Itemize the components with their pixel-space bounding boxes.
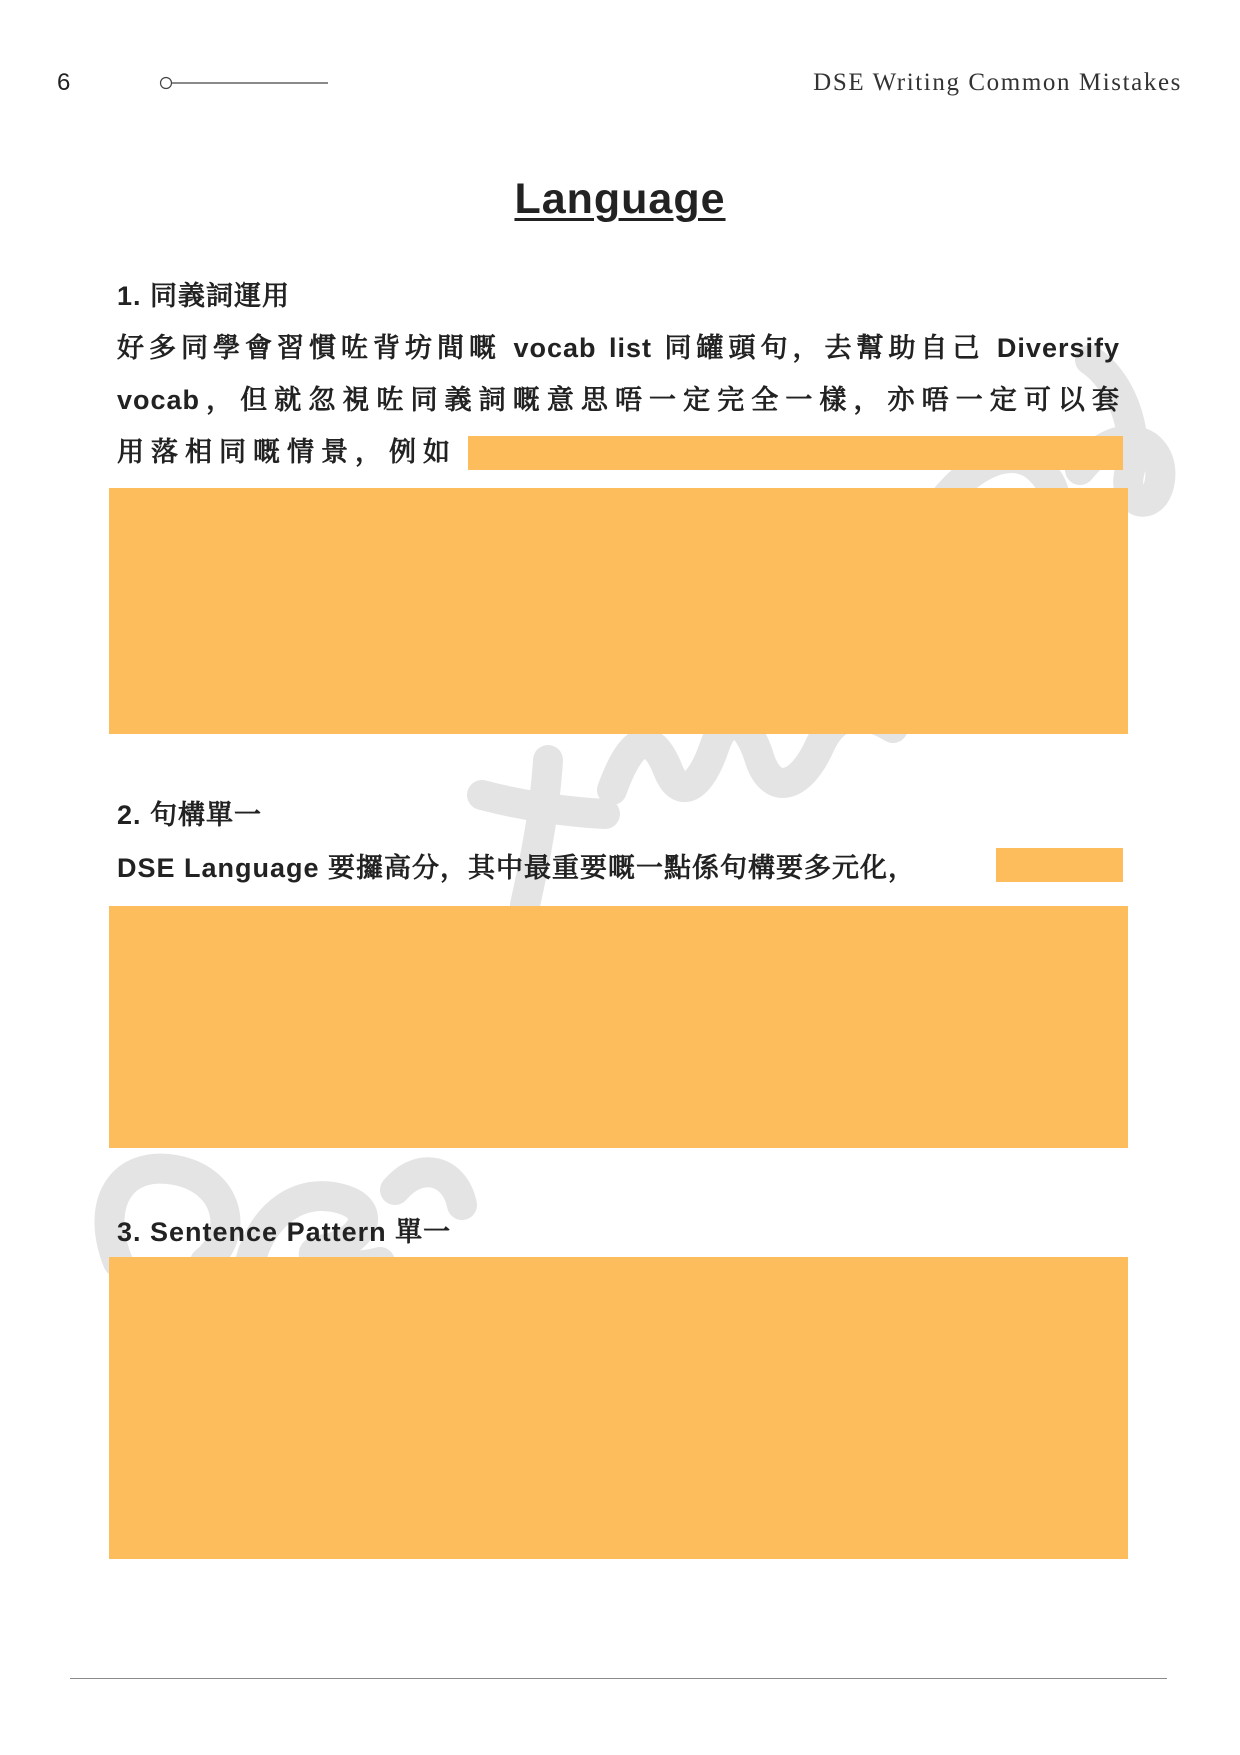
section-heading: 2. 句構單一 [117,800,263,830]
redacted-block [109,906,1128,1148]
section-heading: 1. 同義詞運用 [117,281,291,311]
redacted-inline [468,436,1123,470]
footer-rule [70,1678,1167,1679]
section-heading: 3. Sentence Pattern 單一 [117,1217,452,1247]
header-rule [158,75,330,91]
paragraph-line: 好多同學會習慣咗背坊間嘅 vocab list 同罐頭句，去幫助自己 Diversify [117,333,1120,363]
page-number: 6 [57,69,71,96]
paragraph-line: vocab，但就忽視咗同義詞嘅意思唔一定完全一樣，亦唔一定可以套 [117,385,1120,415]
redacted-inline [996,848,1123,882]
paragraph-line: DSE Language 要攞高分，其中最重要嘅一點係句構要多元化， [117,853,917,883]
page-title: Language [514,175,726,223]
running-header-title: DSE Writing Common Mistakes [813,69,1182,96]
redacted-block [109,1257,1128,1559]
paragraph-line: 用落相同嘅情景，例如 [117,437,457,467]
redacted-block [109,488,1128,734]
